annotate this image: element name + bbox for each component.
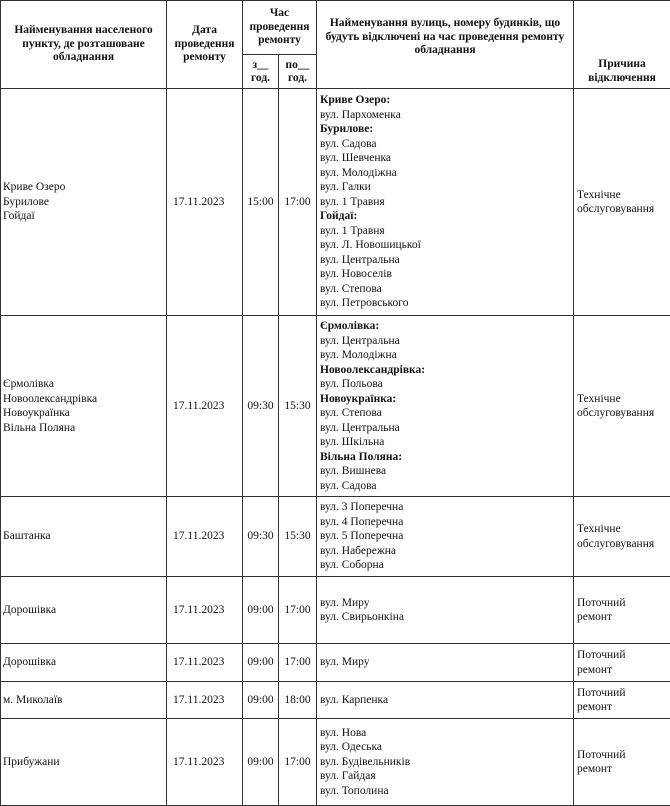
reason-cell [574, 644, 670, 682]
reason-text: обслуговування [577, 202, 667, 217]
street-name: вул. 1 Травня [320, 224, 570, 239]
street-name: вул. Молодіжна [320, 348, 570, 363]
place-cell [1, 316, 167, 497]
street-name: вул. Центральна [320, 253, 570, 268]
street-name: вул. Садова [320, 479, 570, 494]
settlement-heading: Новоолександрівка: [320, 363, 570, 378]
reason-text: ремонт [577, 762, 667, 777]
reason-text: ремонт [577, 610, 667, 625]
street-name: вул. Центральна [320, 334, 570, 349]
time-to-cell: 17:00 [279, 719, 317, 806]
place-name: Криве Озеро [3, 180, 163, 195]
header-place: Найменування населеного пункту, де розташоване обладнання [1, 1, 167, 89]
header-date: Дата проведення ремонту [167, 1, 243, 89]
table-row [1, 316, 670, 497]
street-name: вул. 4 Поперечна [320, 515, 570, 530]
time-from-cell: 09:00 [243, 644, 279, 682]
place-cell [1, 89, 167, 316]
place-name: Прибужани [3, 755, 163, 770]
street-name: вул. Степова [320, 406, 570, 421]
date-cell: 17.11.2023 [167, 89, 243, 316]
time-from-cell: 09:00 [243, 577, 279, 644]
street-name: вул. Миру [320, 655, 570, 670]
street-name: вул. Соборна [320, 558, 570, 573]
date-cell: 17.11.2023 [167, 577, 243, 644]
header-from: з__ год. [243, 55, 279, 89]
reason-text: обслуговування [577, 406, 667, 421]
place-name: Новоолександрівка [3, 392, 163, 407]
settlement-heading: Новоукраїнка: [320, 392, 570, 407]
street-name: вул. Свирьонкіна [320, 610, 570, 625]
street-name: вул. Степова [320, 282, 570, 297]
place-name: Новоукраїнка [3, 406, 163, 421]
place-name: Єрмолівка [3, 377, 163, 392]
street-name: вул. Польова [320, 377, 570, 392]
street-name: вул. Нова [320, 726, 570, 741]
settlement-heading: Криве Озеро: [320, 93, 570, 108]
street-name: вул. Гайдая [320, 769, 570, 784]
settlement-heading: Бурилове: [320, 122, 570, 137]
street-name: вул. Шевченка [320, 151, 570, 166]
street-name: вул. Будівельників [320, 755, 570, 770]
street-name: вул. Пархоменка [320, 108, 570, 123]
reason-text: обслуговування [577, 537, 667, 552]
reason-text: Поточний [577, 748, 667, 763]
place-cell [1, 682, 167, 719]
reason-text: ремонт [577, 700, 667, 715]
time-from-cell: 09:00 [243, 719, 279, 806]
street-name: вул. Тополина [320, 784, 570, 799]
date-cell: 17.11.2023 [167, 719, 243, 806]
date-cell: 17.11.2023 [167, 497, 243, 577]
street-name: вул. 5 Поперечна [320, 529, 570, 544]
place-name: м. Миколаїв [3, 693, 163, 708]
table-row [1, 497, 670, 577]
header-time: Час проведення ремонту [243, 1, 317, 55]
streets-cell [317, 644, 574, 682]
table-row [1, 89, 670, 316]
time-from-cell: 15:00 [243, 89, 279, 316]
reason-cell [574, 577, 670, 644]
reason-cell [574, 719, 670, 806]
header-reason: Причина відключення [574, 1, 670, 89]
street-name: вул. Молодіжна [320, 166, 570, 181]
streets-cell [317, 719, 574, 806]
streets-cell [317, 316, 574, 497]
time-to-cell: 17:00 [279, 577, 317, 644]
street-name: вул. Галки [320, 180, 570, 195]
reason-text: ремонт [577, 663, 667, 678]
streets-cell [317, 682, 574, 719]
place-name: Бурилове [3, 195, 163, 210]
place-name: Вільна Поляна [3, 421, 163, 436]
reason-cell [574, 497, 670, 577]
streets-cell [317, 577, 574, 644]
reason-text: Технічне [577, 188, 667, 203]
street-name: вул. Миру [320, 596, 570, 611]
date-cell: 17.11.2023 [167, 682, 243, 719]
street-name: вул. Новоселів [320, 267, 570, 282]
street-name: вул. Садова [320, 137, 570, 152]
reason-text: Технічне [577, 522, 667, 537]
street-name: вул. Шкільна [320, 435, 570, 450]
street-name: вул. Карпенка [320, 693, 570, 708]
street-name: вул. 3 Поперечна [320, 500, 570, 515]
place-cell [1, 719, 167, 806]
street-name: вул. Петровського [320, 296, 570, 311]
time-from-cell: 09:30 [243, 497, 279, 577]
settlement-heading: Вільна Поляна: [320, 450, 570, 465]
table-row [1, 719, 670, 806]
time-from-cell: 09:30 [243, 316, 279, 497]
place-name: Дорошівка [3, 603, 163, 618]
place-cell [1, 577, 167, 644]
street-name: вул. Одеська [320, 740, 570, 755]
settlement-heading: Гойдаї: [320, 209, 570, 224]
place-cell [1, 644, 167, 682]
time-to-cell: 15:30 [279, 497, 317, 577]
table-body [1, 1, 670, 806]
reason-cell [574, 682, 670, 719]
date-cell: 17.11.2023 [167, 316, 243, 497]
table-row [1, 577, 670, 644]
reason-text: Поточний [577, 648, 667, 663]
place-cell [1, 497, 167, 577]
street-name: вул. Набережна [320, 544, 570, 559]
reason-cell [574, 316, 670, 497]
reason-text: Технічне [577, 392, 667, 407]
place-name: Дорошівка [3, 655, 163, 670]
street-name: вул. Л. Новошицької [320, 238, 570, 253]
header-to: по__ год. [279, 55, 317, 89]
reason-text: Поточний [577, 596, 667, 611]
street-name: вул. Центральна [320, 421, 570, 436]
streets-cell [317, 89, 574, 316]
street-name: вул. Вишнева [320, 464, 570, 479]
header-streets: Найменування вулиць, номеру будинків, що будуть відключені на час проведення ремонту обладнання [317, 1, 574, 89]
table-row [1, 644, 670, 682]
time-to-cell: 18:00 [279, 682, 317, 719]
time-to-cell: 17:00 [279, 89, 317, 316]
place-name: Баштанка [3, 529, 163, 544]
time-to-cell: 15:30 [279, 316, 317, 497]
streets-cell [317, 497, 574, 577]
street-name: вул. 1 Травня [320, 195, 570, 210]
settlement-heading: Єрмолівка: [320, 319, 570, 334]
reason-text: Поточний [577, 686, 667, 701]
time-from-cell: 09:00 [243, 682, 279, 719]
reason-cell [574, 89, 670, 316]
header-row [1, 1, 670, 55]
place-name: Гойдаї [3, 209, 163, 224]
date-cell: 17.11.2023 [167, 644, 243, 682]
time-to-cell: 17:00 [279, 644, 317, 682]
table-row [1, 682, 670, 719]
